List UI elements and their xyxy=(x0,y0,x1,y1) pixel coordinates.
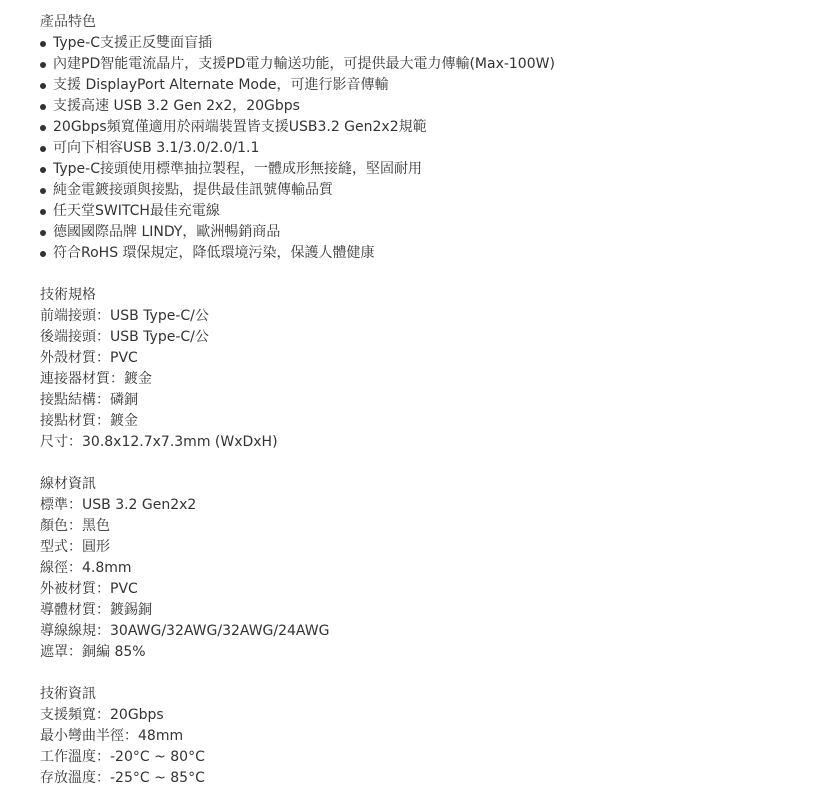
feature-item: 純金電鍍接頭與接點，提供最佳訊號傳輸品質 xyxy=(40,180,810,201)
bullet-icon xyxy=(40,146,46,152)
cable-section xyxy=(40,474,810,663)
cable-item: 導體材質：鍍錫銅 xyxy=(40,602,152,618)
spec-item: 外殼材質：PVC xyxy=(40,350,138,366)
bullet-icon xyxy=(40,125,46,131)
bullet-icon xyxy=(40,83,46,89)
spec-item: 接點結構：磷銅 xyxy=(40,392,138,408)
cable-item: 導線線規：30AWG/32AWG/32AWG/24AWG xyxy=(40,623,330,639)
feature-item: Type-C接頭使用標準抽拉製程，一體成形無接縫，堅固耐用 xyxy=(40,159,810,180)
feature-item: 可向下相容USB 3.1/3.0/2.0/1.1 xyxy=(40,138,810,159)
bullet-icon xyxy=(40,62,46,68)
feature-item: 內建PD智能電流晶片，支援PD電力輸送功能，可提供最大電力傳輸(Max-100W) xyxy=(40,54,810,75)
tech-item: 存放溫度：-25°C ~ 85°C xyxy=(40,770,205,786)
feature-item: Type-C支援正反雙面盲插 xyxy=(40,33,810,54)
tech-item: 最小彎曲半徑：48mm xyxy=(40,728,184,744)
cable-item: 標準：USB 3.2 Gen2x2 xyxy=(40,497,197,513)
bullet-icon xyxy=(40,251,46,257)
bullet-icon xyxy=(40,41,46,47)
cable-item: 型式：圓形 xyxy=(40,539,110,555)
tech-item: 支援頻寬：20Gbps xyxy=(40,707,164,723)
features-section xyxy=(40,12,810,264)
feature-item: 支援 DisplayPort Alternate Mode，可進行影音傳輸 xyxy=(40,75,810,96)
specs-heading: 技術規格 xyxy=(40,287,96,303)
cable-item: 外被材質：PVC xyxy=(40,581,138,597)
product-description xyxy=(40,12,810,789)
spec-item: 接點材質：鍍金 xyxy=(40,413,138,429)
bullet-icon xyxy=(40,167,46,173)
tech-heading: 技術資訊 xyxy=(40,686,96,702)
spec-item: 前端接頭：USB Type-C/公 xyxy=(40,308,209,324)
tech-item: 工作溫度：-20°C ~ 80°C xyxy=(40,749,205,765)
features-heading: 產品特色 xyxy=(40,14,96,30)
feature-item: 符合RoHS 環保規定，降低環境污染，保護人體健康 xyxy=(40,243,810,264)
bullet-icon xyxy=(40,188,46,194)
spec-item: 連接器材質：鍍金 xyxy=(40,371,152,387)
tech-section xyxy=(40,684,810,789)
feature-item: 支援高速 USB 3.2 Gen 2x2，20Gbps xyxy=(40,96,810,117)
bullet-icon xyxy=(40,209,46,215)
feature-item: 20Gbps頻寬僅適用於兩端裝置皆支援USB3.2 Gen2x2規範 xyxy=(40,117,810,138)
bullet-icon xyxy=(40,104,46,110)
spec-item: 尺寸：30.8x12.7x7.3mm (WxDxH) xyxy=(40,434,278,450)
feature-item: 德國國際品牌 LINDY，歐洲暢銷商品 xyxy=(40,222,810,243)
bullet-icon xyxy=(40,230,46,236)
cable-item: 顏色：黑色 xyxy=(40,518,110,534)
spec-item: 後端接頭：USB Type-C/公 xyxy=(40,329,209,345)
specs-section xyxy=(40,285,810,453)
cable-item: 遮罩：銅編 85% xyxy=(40,644,146,660)
cable-item: 線徑：4.8mm xyxy=(40,560,132,576)
feature-item: 任天堂SWITCH最佳充電線 xyxy=(40,201,810,222)
cable-heading: 線材資訊 xyxy=(40,476,96,492)
